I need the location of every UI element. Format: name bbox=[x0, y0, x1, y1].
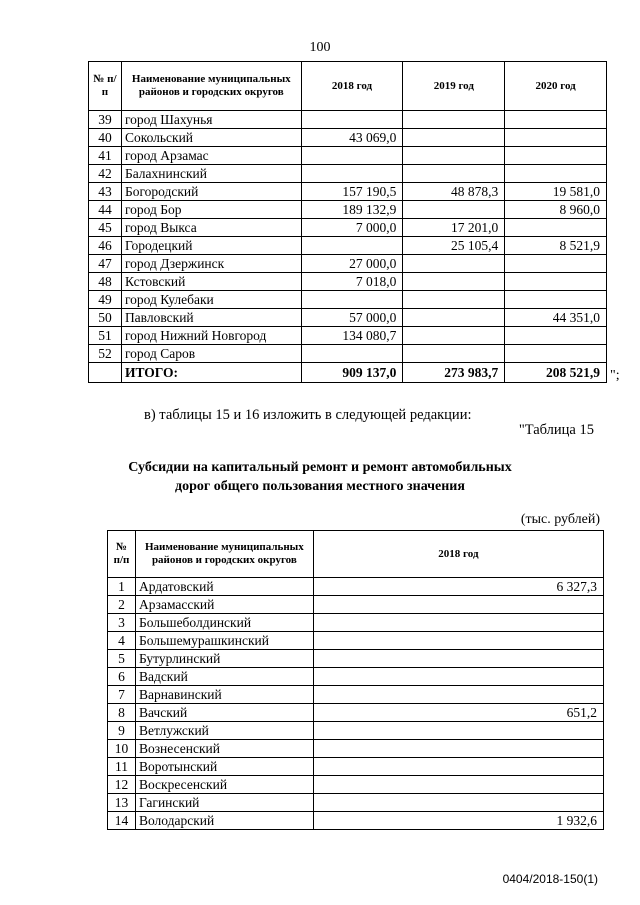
row-2018: 57 000,0 bbox=[301, 309, 403, 327]
table-row bbox=[108, 686, 604, 704]
table-row bbox=[89, 183, 607, 201]
row-number: 42 bbox=[89, 165, 122, 183]
row-2020 bbox=[505, 345, 607, 363]
row-name: город Выкса bbox=[121, 219, 301, 237]
row-2019 bbox=[403, 165, 505, 183]
table-row bbox=[108, 722, 604, 740]
row-2018: 43 069,0 bbox=[301, 129, 403, 147]
total-label: ИТОГО: bbox=[121, 363, 301, 383]
row-2018: 134 080,7 bbox=[301, 327, 403, 345]
row-name: Большеболдинский bbox=[135, 614, 313, 632]
row-2020 bbox=[505, 219, 607, 237]
row-number: 47 bbox=[89, 255, 122, 273]
header-num: № п/п bbox=[108, 531, 136, 578]
table-row bbox=[108, 596, 604, 614]
row-name: город Кулебаки bbox=[121, 291, 301, 309]
header-2018: 2018 год bbox=[301, 62, 403, 111]
row-2018 bbox=[301, 237, 403, 255]
row-2018: 651,2 bbox=[313, 704, 603, 722]
row-number: 8 bbox=[108, 704, 136, 722]
row-name: город Нижний Новгород bbox=[121, 327, 301, 345]
row-2019: 25 105,4 bbox=[403, 237, 505, 255]
row-name: Володарский bbox=[135, 812, 313, 830]
row-name: Варнавинский bbox=[135, 686, 313, 704]
table-row bbox=[89, 309, 607, 327]
row-name: Воротынский bbox=[135, 758, 313, 776]
row-2020 bbox=[505, 273, 607, 291]
row-2018: 27 000,0 bbox=[301, 255, 403, 273]
table-row bbox=[89, 165, 607, 183]
row-2018 bbox=[313, 722, 603, 740]
row-number: 49 bbox=[89, 291, 122, 309]
row-2019 bbox=[403, 291, 505, 309]
table-row bbox=[108, 632, 604, 650]
row-number: 44 bbox=[89, 201, 122, 219]
table-title bbox=[0, 458, 640, 496]
row-2018: 6 327,3 bbox=[313, 578, 603, 596]
row-number: 41 bbox=[89, 147, 122, 165]
units-label: (тыс. рублей) bbox=[520, 512, 600, 527]
row-number: 48 bbox=[89, 273, 122, 291]
row-number: 13 bbox=[108, 794, 136, 812]
row-name: Балахнинский bbox=[121, 165, 301, 183]
row-name: Ардатовский bbox=[135, 578, 313, 596]
row-2020 bbox=[505, 327, 607, 345]
table-row bbox=[108, 650, 604, 668]
row-2018 bbox=[313, 776, 603, 794]
row-2018: 1 932,6 bbox=[313, 812, 603, 830]
row-name: город Саров bbox=[121, 345, 301, 363]
row-number: 2 bbox=[108, 596, 136, 614]
header-2019: 2019 год bbox=[403, 62, 505, 111]
row-number: 5 bbox=[108, 650, 136, 668]
total-2018: 909 137,0 bbox=[301, 363, 403, 383]
total-2020: 208 521,9 bbox=[505, 363, 607, 383]
row-name: Вачский bbox=[135, 704, 313, 722]
row-2020: 44 351,0 bbox=[505, 309, 607, 327]
table-row bbox=[89, 291, 607, 309]
document-code: 0404/2018-150(1) bbox=[502, 872, 598, 886]
table-row bbox=[89, 201, 607, 219]
row-2018 bbox=[313, 668, 603, 686]
row-2019 bbox=[403, 201, 505, 219]
header-2020: 2020 год bbox=[505, 62, 607, 111]
row-name: город Дзержинск bbox=[121, 255, 301, 273]
row-number: 50 bbox=[89, 309, 122, 327]
table-row bbox=[89, 237, 607, 255]
row-2020 bbox=[505, 291, 607, 309]
table-header-row bbox=[108, 531, 604, 578]
row-name: Ветлужский bbox=[135, 722, 313, 740]
table-row bbox=[108, 740, 604, 758]
row-2019 bbox=[403, 111, 505, 129]
table-row bbox=[108, 614, 604, 632]
row-name: Сокольский bbox=[121, 129, 301, 147]
table-row bbox=[89, 255, 607, 273]
row-2020: 8 960,0 bbox=[505, 201, 607, 219]
table-row bbox=[108, 668, 604, 686]
row-number: 51 bbox=[89, 327, 122, 345]
row-2020: 19 581,0 bbox=[505, 183, 607, 201]
row-number: 10 bbox=[108, 740, 136, 758]
row-name: Большемурашкинский bbox=[135, 632, 313, 650]
row-name: Павловский bbox=[121, 309, 301, 327]
subsidy-table-continuation bbox=[88, 61, 607, 383]
row-name: Вадский bbox=[135, 668, 313, 686]
row-2018 bbox=[301, 345, 403, 363]
table-row bbox=[89, 345, 607, 363]
subsidy-table-15 bbox=[107, 530, 604, 830]
row-number: 14 bbox=[108, 812, 136, 830]
row-2018: 7 000,0 bbox=[301, 219, 403, 237]
row-name: Городецкий bbox=[121, 237, 301, 255]
row-2019 bbox=[403, 147, 505, 165]
row-name: Арзамасский bbox=[135, 596, 313, 614]
row-number: 3 bbox=[108, 614, 136, 632]
row-name: Богородский bbox=[121, 183, 301, 201]
row-2018: 7 018,0 bbox=[301, 273, 403, 291]
row-2018 bbox=[301, 165, 403, 183]
row-2019: 17 201,0 bbox=[403, 219, 505, 237]
row-number: 39 bbox=[89, 111, 122, 129]
row-number: 12 bbox=[108, 776, 136, 794]
total-2019: 273 983,7 bbox=[403, 363, 505, 383]
row-2019 bbox=[403, 129, 505, 147]
table-row bbox=[108, 758, 604, 776]
row-name: город Шахунья bbox=[121, 111, 301, 129]
row-2018 bbox=[313, 758, 603, 776]
row-2020 bbox=[505, 111, 607, 129]
row-name: Гагинский bbox=[135, 794, 313, 812]
row-2019 bbox=[403, 327, 505, 345]
table-row bbox=[108, 794, 604, 812]
header-name: Наименование муниципальных районов и городских округов bbox=[135, 531, 313, 578]
row-2018 bbox=[313, 614, 603, 632]
table-row bbox=[89, 111, 607, 129]
table-row bbox=[89, 219, 607, 237]
table-row bbox=[108, 704, 604, 722]
title-line-2: дорог общего пользования местного значения bbox=[175, 479, 465, 494]
row-number: 7 bbox=[108, 686, 136, 704]
row-number: 1 bbox=[108, 578, 136, 596]
row-2018 bbox=[313, 740, 603, 758]
row-2018 bbox=[313, 596, 603, 614]
table-row bbox=[89, 147, 607, 165]
table-row bbox=[108, 578, 604, 596]
table-header-row bbox=[89, 62, 607, 111]
row-number: 11 bbox=[108, 758, 136, 776]
table-row bbox=[89, 273, 607, 291]
row-2018 bbox=[301, 111, 403, 129]
row-2018 bbox=[301, 147, 403, 165]
row-name: Кстовский bbox=[121, 273, 301, 291]
row-2018 bbox=[313, 686, 603, 704]
row-2018: 157 190,5 bbox=[301, 183, 403, 201]
row-2020 bbox=[505, 147, 607, 165]
title-line-1: Субсидии на капитальный ремонт и ремонт автомобильных bbox=[128, 460, 512, 475]
row-name: Бутурлинский bbox=[135, 650, 313, 668]
table-row bbox=[89, 327, 607, 345]
row-2018 bbox=[313, 632, 603, 650]
row-2018 bbox=[301, 291, 403, 309]
row-2018: 189 132,9 bbox=[301, 201, 403, 219]
row-number: 40 bbox=[89, 129, 122, 147]
page-number: 100 bbox=[309, 40, 331, 55]
row-2019 bbox=[403, 273, 505, 291]
row-2019: 48 878,3 bbox=[403, 183, 505, 201]
total-row bbox=[89, 363, 607, 383]
row-name: город Бор bbox=[121, 201, 301, 219]
row-2019 bbox=[403, 309, 505, 327]
row-number: 43 bbox=[89, 183, 122, 201]
row-2020 bbox=[505, 255, 607, 273]
row-name: город Арзамас bbox=[121, 147, 301, 165]
row-number: 6 bbox=[108, 668, 136, 686]
header-num: № п/п bbox=[89, 62, 122, 111]
row-2020 bbox=[505, 129, 607, 147]
row-name: Воскресенский bbox=[135, 776, 313, 794]
row-number: 9 bbox=[108, 722, 136, 740]
table-row bbox=[89, 129, 607, 147]
row-name: Вознесенский bbox=[135, 740, 313, 758]
row-2020: 8 521,9 bbox=[505, 237, 607, 255]
row-2018 bbox=[313, 650, 603, 668]
row-number: 46 bbox=[89, 237, 122, 255]
row-2020 bbox=[505, 165, 607, 183]
header-2018: 2018 год bbox=[313, 531, 603, 578]
row-2018 bbox=[313, 794, 603, 812]
header-name: Наименование муниципальных районов и городских округов bbox=[121, 62, 301, 111]
row-2019 bbox=[403, 255, 505, 273]
closing-quote: "; bbox=[610, 368, 620, 383]
table-row bbox=[108, 776, 604, 794]
row-number: 45 bbox=[89, 219, 122, 237]
instruction-text: в) таблицы 15 и 16 изложить в следующей редакции: bbox=[144, 407, 472, 423]
table-label: "Таблица 15 bbox=[518, 422, 594, 438]
table-row bbox=[108, 812, 604, 830]
row-2019 bbox=[403, 345, 505, 363]
row-number: 4 bbox=[108, 632, 136, 650]
row-number: 52 bbox=[89, 345, 122, 363]
